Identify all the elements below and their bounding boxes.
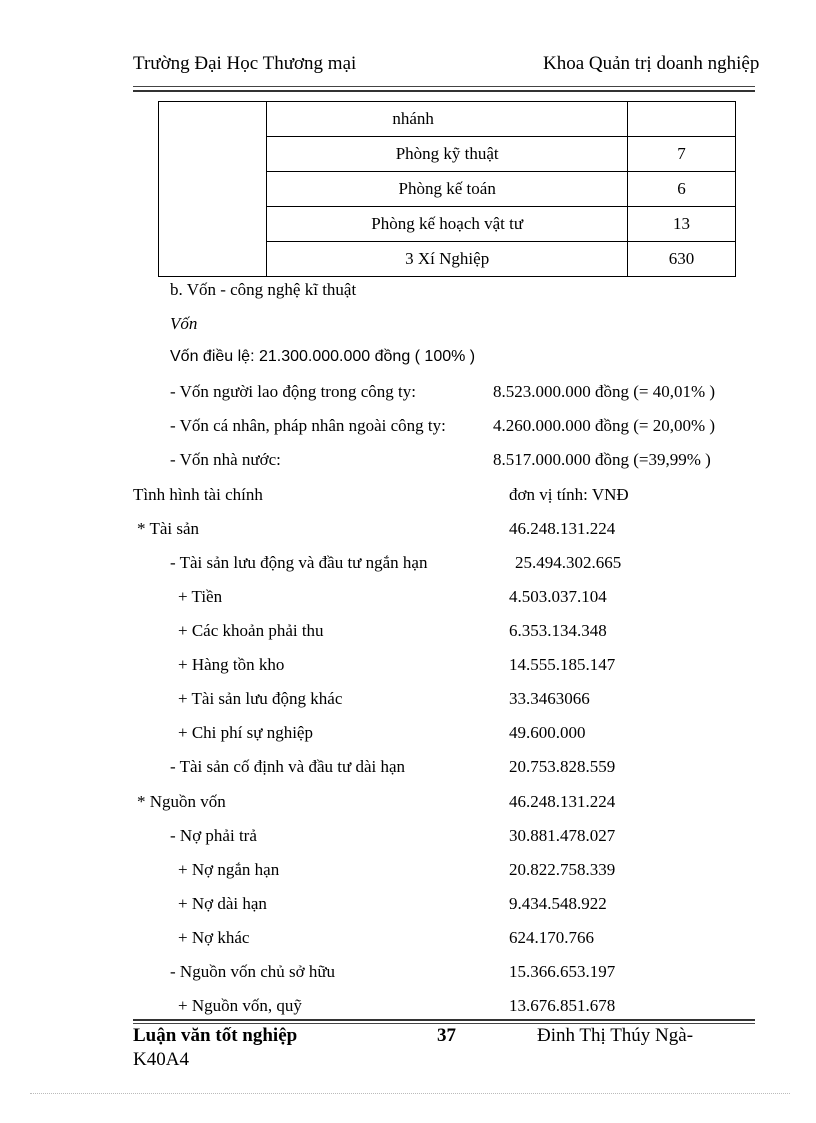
capital-label: - Vốn người lao động trong công ty: bbox=[170, 382, 416, 401]
section-subheading: Vốn bbox=[170, 314, 198, 333]
finance-title: Tình hình tài chính bbox=[133, 485, 263, 504]
finance-label: + Các khoản phải thu bbox=[178, 621, 324, 640]
finance-value: 33.3463066 bbox=[509, 689, 590, 708]
finance-label: - Tài sản lưu động và đầu tư ngắn hạn bbox=[170, 553, 428, 572]
finance-label: + Nợ ngắn hạn bbox=[178, 860, 280, 879]
finance-label: + Tiền bbox=[178, 587, 223, 606]
table-cell-count: 6 bbox=[628, 172, 736, 207]
finance-label: * Tài sản bbox=[137, 519, 200, 538]
finance-value: 9.434.548.922 bbox=[509, 894, 607, 913]
capital-label: - Vốn nhà nước: bbox=[170, 450, 281, 469]
table-cell-unit: Phòng kế hoạch vật tư bbox=[267, 207, 628, 242]
finance-label: - Nợ phải trả bbox=[170, 826, 257, 845]
table-cell-unit: nhánh bbox=[267, 102, 628, 137]
staff-table bbox=[158, 101, 736, 277]
table-cell-unit: Phòng kế toán bbox=[267, 172, 628, 207]
finance-value: 15.366.653.197 bbox=[509, 962, 616, 981]
table-cell-count: 630 bbox=[628, 242, 736, 277]
header-rule-top bbox=[133, 86, 755, 87]
footer-rule-top bbox=[133, 1019, 755, 1021]
finance-value: 49.600.000 bbox=[509, 723, 586, 742]
finance-label: + Tài sản lưu động khác bbox=[178, 689, 343, 708]
charter-capital: Vốn điều lệ: 21.300.000.000 đồng ( 100% ) bbox=[170, 348, 476, 365]
page-edge bbox=[30, 1093, 790, 1094]
finance-value: 25.494.302.665 bbox=[515, 553, 622, 572]
finance-value: 14.555.185.147 bbox=[509, 655, 616, 674]
finance-value: 4.503.037.104 bbox=[509, 587, 607, 606]
section-heading: b. Vốn - công nghệ kĩ thuật bbox=[170, 280, 357, 299]
page-number: 37 bbox=[437, 1025, 456, 1046]
finance-value: 30.881.478.027 bbox=[509, 826, 616, 845]
finance-value: 20.822.758.339 bbox=[509, 860, 616, 879]
finance-label: + Nợ dài hạn bbox=[178, 894, 267, 913]
capital-label: - Vốn cá nhân, pháp nhân ngoài công ty: bbox=[170, 416, 446, 435]
finance-value: 20.753.828.559 bbox=[509, 757, 616, 776]
finance-value: 13.676.851.678 bbox=[509, 996, 616, 1015]
finance-label: + Nợ khác bbox=[178, 928, 250, 947]
table-cell-count: 13 bbox=[628, 207, 736, 242]
table-cell-empty bbox=[159, 102, 267, 277]
finance-label: + Chi phí sự nghiệp bbox=[178, 723, 313, 742]
footer-class: K40A4 bbox=[133, 1049, 189, 1070]
footer-rule-bottom bbox=[133, 1023, 755, 1024]
finance-label: - Nguồn vốn chủ sở hữu bbox=[170, 962, 336, 981]
header-faculty: Khoa Quản trị doanh nghiệp bbox=[543, 53, 760, 74]
footer-thesis: Luận văn tốt nghiệp bbox=[133, 1025, 298, 1046]
finance-value: 6.353.134.348 bbox=[509, 621, 607, 640]
finance-unit: đơn vị tính: VNĐ bbox=[509, 485, 629, 504]
finance-value: 46.248.131.224 bbox=[509, 519, 616, 538]
header-rule-bottom bbox=[133, 90, 755, 92]
table-row bbox=[159, 102, 736, 137]
finance-value: 624.170.766 bbox=[509, 928, 594, 947]
capital-value: 8.517.000.000 đồng (=39,99% ) bbox=[493, 450, 711, 469]
finance-label: * Nguồn vốn bbox=[137, 792, 226, 811]
capital-value: 8.523.000.000 đồng (= 40,01% ) bbox=[493, 382, 716, 401]
finance-label: - Tài sản cố định và đầu tư dài hạn bbox=[170, 757, 406, 776]
table-cell-count: 7 bbox=[628, 137, 736, 172]
table-cell-unit: 3 Xí Nghiệp bbox=[267, 242, 628, 277]
footer-author: Đinh Thị Thúy Ngà- bbox=[537, 1025, 694, 1046]
capital-value: 4.260.000.000 đồng (= 20,00% ) bbox=[493, 416, 716, 435]
header-school: Trường Đại Học Thương mại bbox=[133, 53, 357, 74]
table-cell-count bbox=[628, 102, 736, 137]
finance-label: + Nguồn vốn, quỹ bbox=[178, 996, 302, 1015]
table-cell-unit: Phòng kỹ thuật bbox=[267, 137, 628, 172]
finance-label: + Hàng tồn kho bbox=[178, 655, 285, 674]
finance-value: 46.248.131.224 bbox=[509, 792, 616, 811]
